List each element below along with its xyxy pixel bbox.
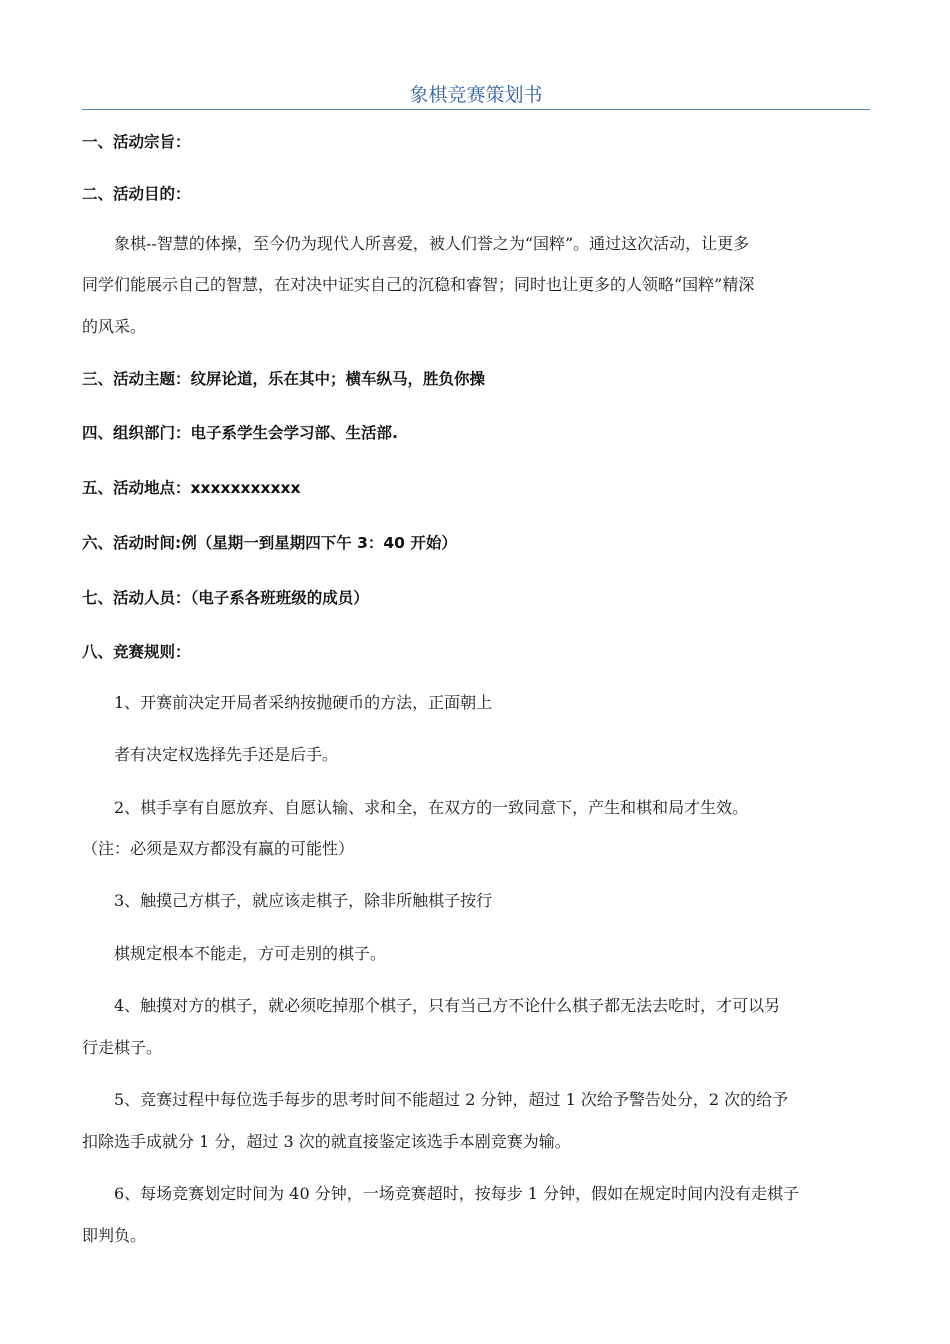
rule-4-line-1: 4、触摸对方的棋子，就必须吃掉那个棋子，只有当己方不论什么棋子都无法去吃时，才可以另 xyxy=(114,996,781,1015)
section-theme-heading: 三、活动主题：纹屏论道，乐在其中；横车纵马，胜负你操 xyxy=(82,370,486,388)
rule-6-line-2: 即判负。 xyxy=(82,1226,147,1245)
rule-5-line-1: 5、竞赛过程中每位选手每步的思考时间不能超过 2 分钟，超过 1 次给予警告处分，2 次的给予 xyxy=(114,1090,789,1109)
rule-3-line-2: 棋规定根本不能走，方可走别的棋子。 xyxy=(114,944,387,963)
section-time-heading: 六、活动时间:例（星期一到星期四下午 3：40 开始） xyxy=(82,534,457,552)
section-purpose-heading: 一、活动宗旨： xyxy=(82,133,191,151)
document-page xyxy=(82,0,870,1344)
rule-1-line-2: 者有决定权选择先手还是后手。 xyxy=(114,745,339,764)
rule-5-line-2: 扣除选手成就分 1 分，超过 3 次的就直接鉴定该选手本剧竞赛为输。 xyxy=(82,1132,571,1151)
title-underline xyxy=(82,109,870,110)
section-participants-heading: 七、活动人员：（电子系各班班级的成员） xyxy=(82,589,369,607)
document-title: 象棋竞赛策划书 xyxy=(409,84,543,106)
rule-4-line-2: 行走棋子。 xyxy=(82,1038,163,1057)
goal-paragraph-line-1: 象棋--智慧的体操，至今仍为现代人所喜爱，被人们誉之为“国粹”。通过这次活动，让更多 xyxy=(114,234,750,253)
goal-paragraph-line-3: 的风采。 xyxy=(82,317,147,336)
section-rules-heading: 八、竞赛规则： xyxy=(82,643,191,661)
rule-6-line-1: 6、每场竞赛划定时间为 40 分钟，一场竞赛超时，按每步 1 分钟，假如在规定时间内没有走棋子 xyxy=(114,1184,800,1203)
goal-paragraph-line-2: 同学们能展示自己的智慧，在对决中证实自己的沉稳和睿智；同时也让更多的人领略“国粹”精深 xyxy=(82,275,755,294)
rule-2-line-1: 2、棋手享有自愿放弃、自愿认输、求和全，在双方的一致同意下，产生和棋和局才生效。 xyxy=(114,798,749,817)
section-goal-heading: 二、活动目的： xyxy=(82,185,191,203)
rule-3-line-1: 3、触摸己方棋子，就应该走棋子，除非所触棋子按行 xyxy=(114,891,493,910)
section-organizer-heading: 四、组织部门：电子系学生会学习部、生活部. xyxy=(82,424,398,442)
rule-1-line-1: 1、开赛前决定开局者采纳按抛硬币的方法，正面朝上 xyxy=(114,693,493,712)
rule-2-line-2: （注：必须是双方都没有赢的可能性） xyxy=(82,839,355,858)
section-location-heading: 五、活动地点：xxxxxxxxxxx xyxy=(82,479,301,497)
